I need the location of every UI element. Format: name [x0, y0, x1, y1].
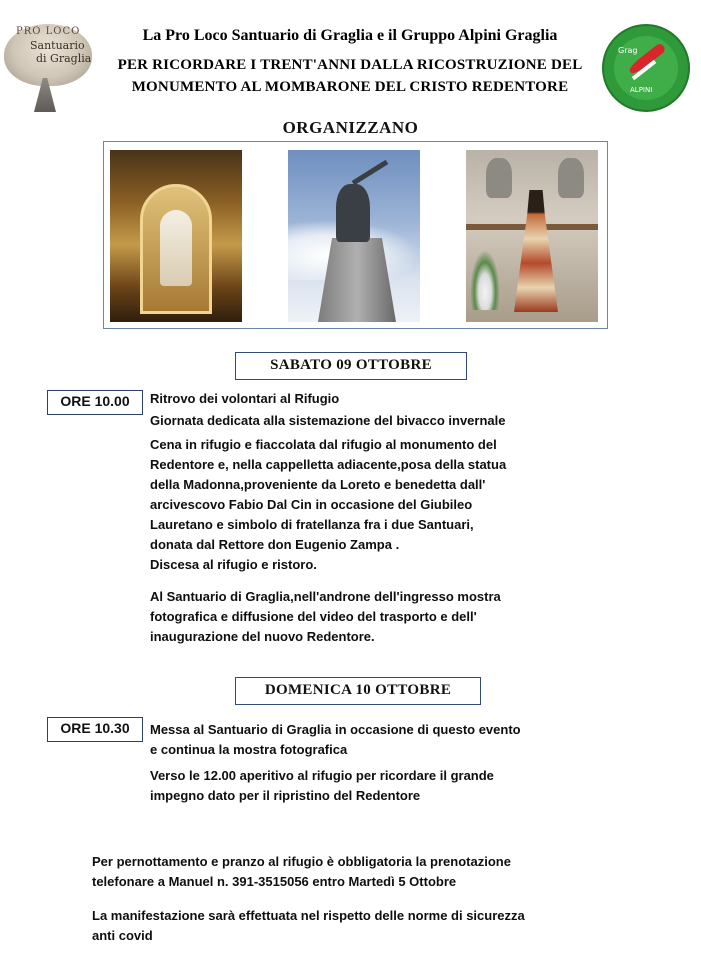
- schedule-line: arcivescovo Fabio Dal Cin in occasione del Giubileo: [150, 497, 473, 512]
- booking-info: [92, 852, 511, 892]
- altar-statue: [160, 210, 192, 286]
- alpini-logo: [602, 24, 690, 112]
- reliquary-right: [558, 158, 584, 198]
- saturday-schedule: [150, 389, 506, 575]
- saturday-heading: SABATO 09 OTTOBRE: [235, 352, 467, 380]
- photo-redentore-monument: [288, 150, 420, 322]
- footer-line: anti covid: [92, 928, 153, 943]
- schedule-line: Cena in rifugio e fiaccolata dal rifugio al monumento del: [150, 437, 497, 452]
- covid-notice: [92, 906, 525, 946]
- header-occasion-line-2: MONUMENTO AL MOMBARONE DEL CRISTO REDENTORE: [131, 79, 569, 95]
- header-organizers: La Pro Loco Santuario di Graglia e il Gruppo Alpini Graglia: [142, 27, 558, 44]
- reliquary-left: [486, 158, 512, 198]
- photo-madonna-loreto: [466, 150, 598, 322]
- schedule-line: donata dal Rettore don Eugenio Zampa .: [150, 537, 400, 552]
- schedule-line: della Madonna,proveniente da Loreto e benedetta dall': [150, 477, 486, 492]
- sunday-time: ORE 10.30: [47, 717, 143, 742]
- schedule-line: e continua la mostra fotografica: [150, 742, 348, 757]
- logo-text-santuario: Santuario: [30, 39, 85, 52]
- sunday-schedule: [150, 720, 521, 760]
- header-occasion-line-1: PER RICORDARE I TRENT'ANNI DALLA RICOSTRUZIONE DEL: [117, 57, 583, 73]
- flower-plant: [470, 250, 500, 310]
- schedule-line: Verso le 12.00 aperitivo al rifugio per ricordare il grande: [150, 768, 494, 783]
- schedule-line: inaugurazione del nuovo Redentore.: [150, 629, 375, 644]
- footer-line: telefonare a Manuel n. 391-3515056 entro Martedì 5 Ottobre: [92, 874, 457, 889]
- sunday-heading: DOMENICA 10 OTTOBRE: [235, 677, 481, 705]
- footer-line: Per pernottamento e pranzo al rifugio è obbligatoria la prenotazione: [92, 854, 511, 869]
- sunday-aperitif: [150, 766, 494, 806]
- logo-text-pro-loco: PRO LOCO: [16, 26, 81, 37]
- photo-strip: [103, 141, 608, 329]
- madonna-statue: [514, 190, 558, 312]
- schedule-line: Lauretano e simbolo di fratellanza fra i due Santuari,: [150, 517, 474, 532]
- schedule-line: Redentore e, nella cappelletta adiacente,posa della statua: [150, 457, 507, 472]
- footer-line: La manifestazione sarà effettuata nel rispetto delle norme di sicurezza: [92, 908, 525, 923]
- logo-text-alpini: ALPINI: [630, 86, 653, 94]
- logo-text-graglia: di Graglia: [36, 52, 92, 65]
- organizzano-heading: ORGANIZZANO: [282, 118, 419, 137]
- saturday-exhibition: [150, 587, 501, 647]
- schedule-line: Ritrovo dei volontari al Rifugio: [150, 391, 340, 406]
- schedule-line: impegno dato per il ripristino del Redentore: [150, 788, 421, 803]
- schedule-line: fotografica e diffusione del video del trasporto e dell': [150, 609, 477, 624]
- saturday-time: ORE 10.00: [47, 390, 143, 415]
- photo-sanctuary-altar: [110, 150, 242, 322]
- pro-loco-logo: [4, 20, 92, 116]
- statue-cross: [352, 160, 389, 185]
- schedule-line: Messa al Santuario di Graglia in occasione di questo evento: [150, 722, 521, 737]
- schedule-line: Al Santuario di Graglia,nell'androne dell'ingresso mostra: [150, 589, 501, 604]
- logo-text-graglia: Grag: [618, 46, 638, 55]
- schedule-line: Giornata dedicata alla sistemazione del bivacco invernale: [150, 413, 506, 428]
- redentore-statue: [336, 184, 370, 242]
- schedule-line: Discesa al rifugio e ristoro.: [150, 557, 317, 572]
